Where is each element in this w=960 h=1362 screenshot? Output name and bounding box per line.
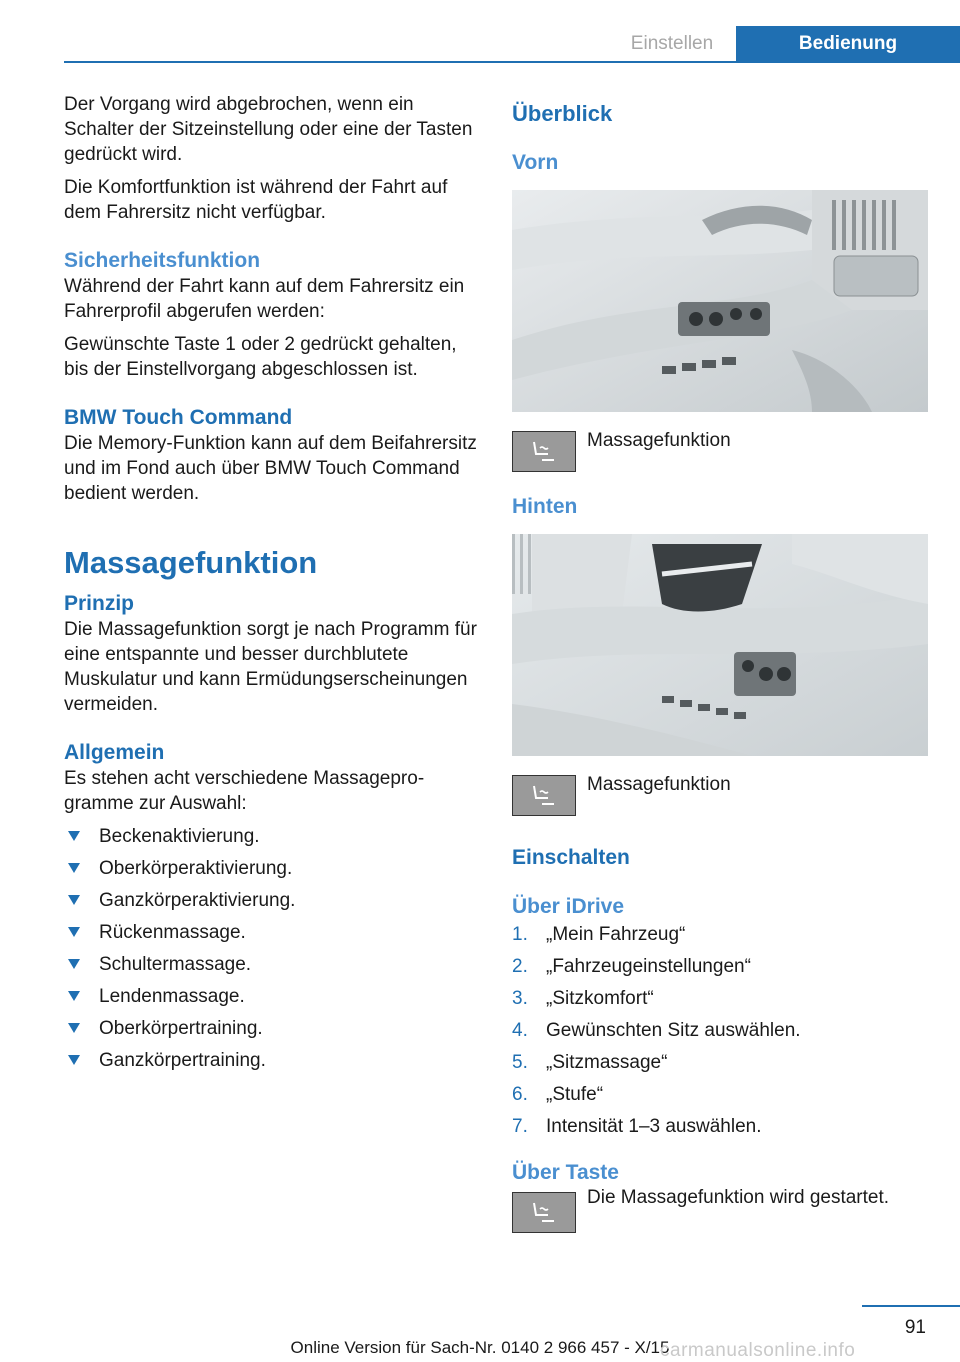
list-item: Lendenmassage. — [64, 984, 482, 1009]
paragraph: Die Komfortfunktion ist während der Fahrt auf dem Fahrersitz nicht verfügbar. — [64, 177, 448, 223]
paragraph: Die Memory-Funktion kann auf dem Beifahrersitz und im Fond auch über BMW Touch Command bedient werden. — [64, 433, 477, 504]
massage-seat-icon — [512, 1192, 576, 1233]
paragraph: Während der Fahrt kann auf dem Fahrersitz ein Fahrerprofil abgerufen werden: — [64, 276, 465, 322]
list-item: Oberkörperaktivierung. — [64, 856, 482, 881]
paragraph: Die Massagefunktion sorgt je nach Programm für eine entspannte und besser durchblutete Muskulatur und kann Ermüdungserscheinungen vermeiden. — [64, 619, 477, 715]
heading-ueber-idrive: Über iDrive — [512, 895, 625, 918]
list-item: Ganzkörperaktivierung. — [64, 888, 482, 913]
heading-sicherheitsfunktion: Sicherheitsfunktion — [64, 249, 261, 272]
bullet-triangle-icon — [68, 831, 80, 841]
heading-bmw-touch-command: BMW Touch Command — [64, 406, 293, 429]
header-rule — [64, 61, 960, 63]
list-item: Rückenmassage. — [64, 920, 482, 945]
tab-bedienung[interactable]: Bedienung — [736, 26, 960, 61]
watermark: carmanualsonline.info — [660, 1340, 856, 1361]
rear-door-panel-image — [512, 534, 928, 756]
page-number: 91 — [904, 1317, 926, 1338]
footer-rule — [862, 1305, 960, 1307]
heading-prinzip: Prinzip — [64, 592, 135, 615]
bullet-triangle-icon — [68, 927, 80, 937]
list-item: 4. Gewünschten Sitz auswählen. — [512, 1020, 801, 1041]
paragraph: Der Vorgang wird abgebrochen, wenn ein Schalter der Sitzeinstellung oder eine der Tasten gedrückt wird. — [64, 94, 473, 165]
heading-einschalten: Einschalten — [512, 846, 630, 869]
bullet-triangle-icon — [68, 991, 80, 1001]
front-door-panel-image — [512, 190, 928, 412]
bullet-triangle-icon — [68, 1023, 80, 1033]
footer-text: Online Version für Sach-Nr. 0140 2 966 457 - X/15 — [290, 1338, 670, 1357]
list-item: 7. Intensität 1–3 auswählen. — [512, 1116, 762, 1137]
legend-row-taste — [512, 1188, 928, 1233]
legend-label: Die Massagefunktion wird gestartet. — [587, 1187, 890, 1208]
heading-ueberblick: Überblick — [512, 101, 613, 126]
list-item: 2. „Fahrzeugeinstellungen“ — [512, 956, 751, 977]
list-item: Ganzkörpertraining. — [64, 1048, 482, 1073]
massage-seat-icon — [512, 775, 576, 816]
list-item: 5. „Sitzmassage“ — [512, 1052, 668, 1073]
list-item: 6. „Stufe“ — [512, 1084, 604, 1105]
list-item: Schultermassage. — [64, 952, 482, 977]
list-item: 3. „Sitzkomfort“ — [512, 988, 654, 1009]
bullet-triangle-icon — [68, 895, 80, 905]
paragraph: Gewünschte Taste 1 oder 2 gedrückt gehalten, bis der Einstellvorgang abgeschlossen ist. — [64, 334, 457, 380]
list-item: 1. „Mein Fahrzeug“ — [512, 924, 686, 945]
tab-einstellen[interactable]: Einstellen — [630, 33, 714, 54]
bullet-triangle-icon — [68, 1055, 80, 1065]
left-column — [64, 92, 482, 1080]
list-item: Oberkörpertraining. — [64, 1016, 482, 1041]
legend-row-vorn — [512, 431, 928, 472]
legend-row-hinten — [512, 775, 928, 816]
right-column — [512, 100, 928, 1233]
bullet-triangle-icon — [68, 959, 80, 969]
list-item: Beckenaktivierung. — [64, 824, 482, 849]
heading-allgemein: Allgemein — [64, 741, 165, 764]
heading-ueber-taste: Über Taste — [512, 1161, 619, 1184]
heading-hinten: Hinten — [512, 495, 578, 518]
heading-vorn: Vorn — [512, 151, 559, 174]
heading-massagefunktion: Massagefunktion — [64, 545, 318, 580]
program-list — [64, 824, 482, 1073]
paragraph: Es stehen acht verschiedene Massageprogramme zur Auswahl: — [64, 768, 425, 814]
bullet-triangle-icon — [68, 863, 80, 873]
massage-seat-icon — [512, 431, 576, 472]
idrive-steps — [512, 922, 928, 1139]
legend-label: Massagefunktion — [587, 430, 731, 451]
legend-label: Massagefunktion — [587, 774, 731, 795]
